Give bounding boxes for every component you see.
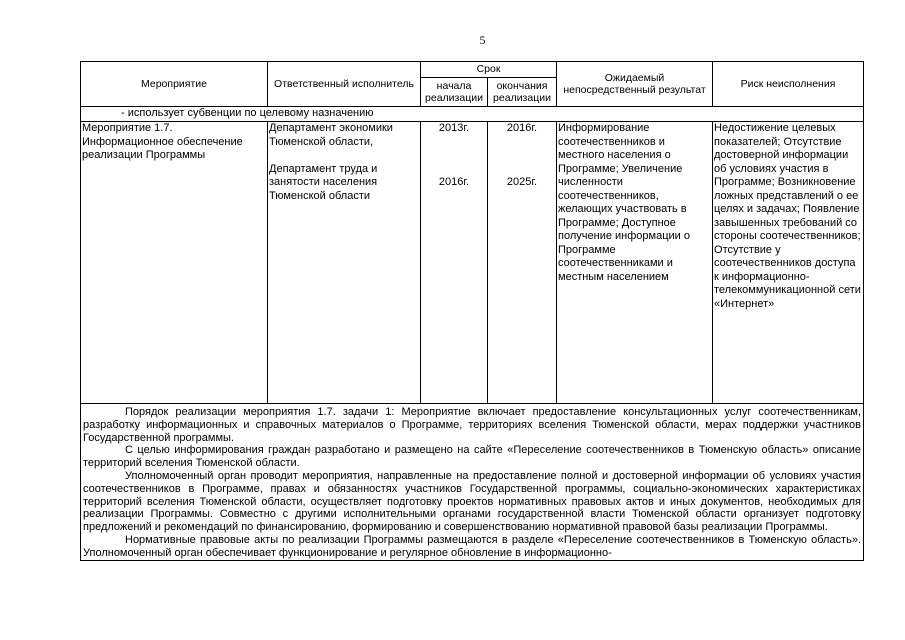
result-cell: Информирование соотечественников и местного населения о Программе; Увеличение численности соотечественников, желающих участвовать в Программе; Доступное получение информации о Программе соотечественниками и местным населением [557,122,713,404]
executor-cell [268,122,421,404]
page-number: 5 [479,33,486,47]
paragraph-4: Нормативные правовые акты по реализации Программы размещаются в разделе «Переселение соотечественников в Тюменскую область». Уполномоченный орган обеспечивает функционирование и регулярное обновление в информационно- [83,533,862,559]
paragraph-2: С целью информирования граждан разработано и размещено на сайте «Переселение соотечественников в Тюменскую область» описание территорий вселения Тюменской области. [83,444,862,470]
paragraph-3: Уполномоченный орган проводит мероприятия, направленные на предоставление полной и достоверной информации об условиях участия соотечественников в Программе, правах и обязанностях участников Государственной программы, социально-экономических характеристиках территорий вселения Тюменской области, осуществляет подготовку проектов нормативных правовых актов и иных документов, необходимых для реализации Программы. Совместно с другими исполнительными органами государственной власти Тюменской области организует подготовку предложений и рекомендаций по финансированию, формированию и совершенствованию нормативной правовой базы реализации Программы. [83,469,862,534]
executor-2: Департамент труда и занятости населения Тюменской области [269,162,378,202]
header-term: Срок [421,62,557,78]
header-start: начала реализации [421,78,488,107]
start-2: 2016г. [438,175,470,188]
header-risk: Риск неисполнения [713,62,864,107]
end-cell [488,122,557,404]
risk-cell: Недостижение целевых показателей; Отсутствие достоверной информации об условиях участия в Программе; Возникновение ложных представлений о ее целях и задачах; Появление завышенных требований со стороны соотечественников; Отсутствие у соотечественников доступа к информационно-телекоммуникационной сети «Интернет» [713,122,864,404]
header-end: окончания реализации [488,78,557,107]
program-table [80,61,864,561]
description-cell [81,404,864,561]
note-row: - использует субвенции по целевому назначению [81,107,864,122]
end-1: 2016г. [506,122,538,134]
paragraph-1: Порядок реализации мероприятия 1.7. задачи 1: Мероприятие включает предоставление консультационных услуг соотечественникам, разработку информационных и справочных материалов о Программе, территориях вселения Тюменской области, мерах поддержки участников Государственной программы. [83,406,862,444]
start-cell [421,122,488,404]
header-executor: Ответственный исполнитель [268,62,421,107]
end-2: 2025г. [506,175,538,188]
start-1: 2013г. [438,122,470,134]
event-cell: Мероприятие 1.7. Информационное обеспечение реализации Программы [81,122,268,404]
header-result: Ожидаемый непосредственный результат [557,62,713,107]
header-event: Мероприятие [81,62,268,107]
executor-1: Департамент экономики Тюменской области, [269,122,393,148]
